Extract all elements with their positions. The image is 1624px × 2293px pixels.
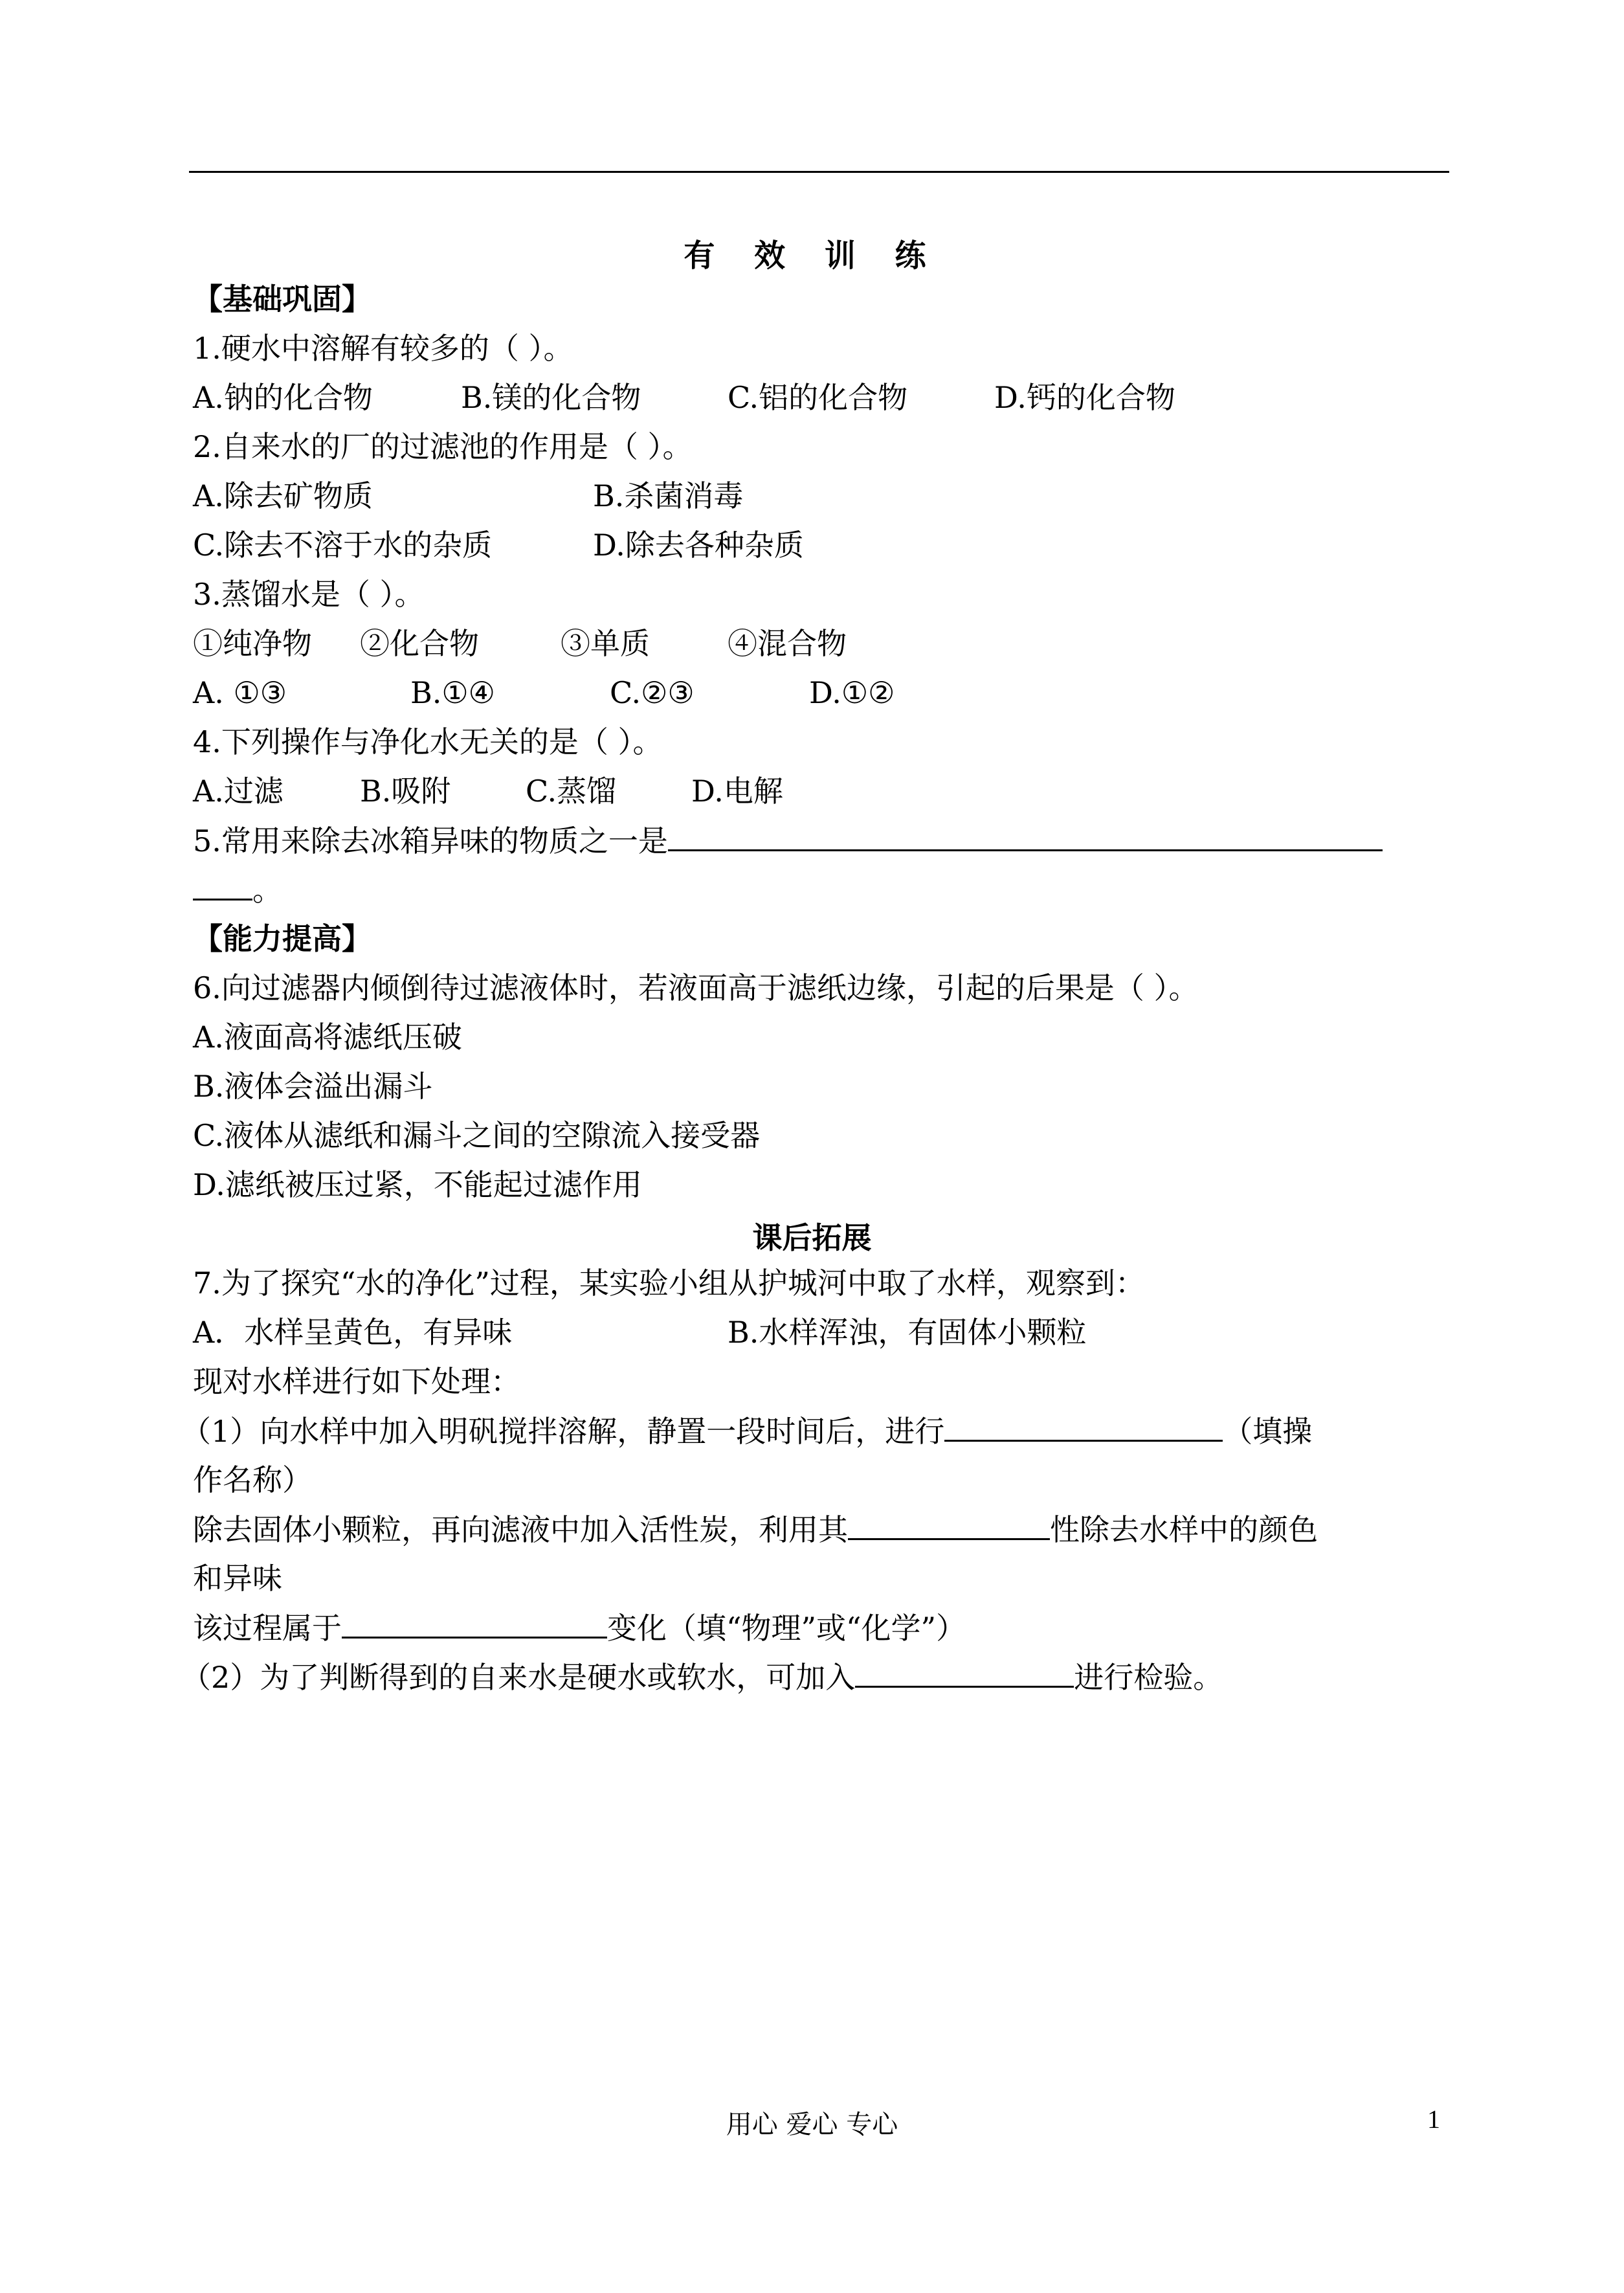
q7-part3-blank[interactable] (342, 1608, 607, 1639)
page-title: 有 效 训 练 (684, 238, 940, 274)
q4-stem: 4.下列操作与净化水无关的是（ ）。 (193, 724, 663, 759)
q7-part2-blank[interactable] (848, 1510, 1050, 1540)
q1-option-b: B.镁的化合物 (461, 380, 641, 415)
q2-option-b: B.杀菌消毒 (593, 478, 744, 513)
q3-item-3: ③单质 (561, 626, 650, 661)
q4-option-b: B.吸附 (360, 774, 451, 809)
q4-option-a: A.过滤 (193, 774, 284, 809)
q5-answer-blank[interactable] (668, 821, 1383, 851)
q2-option-c: C.除去不溶于水的杂质 (193, 528, 493, 563)
q4-option-d: D.电解 (691, 774, 783, 809)
q7-intro: 现对水样进行如下处理： (193, 1364, 520, 1399)
q7-part3-line (193, 1608, 966, 1648)
q3-option-b: B.①④ (410, 675, 495, 710)
q5-stem: 5.常用来除去冰箱异味的物质之一是 (193, 823, 668, 858)
section-basic-heading: 【基础巩固】 (193, 282, 372, 317)
q3-item-2: ②化合物 (360, 626, 479, 661)
q5-tail: 。 (252, 873, 282, 908)
q7-part4-text: （2）为了判断得到的自来水是硬水或软水，可加入 (181, 1660, 856, 1695)
q7-part1-blank[interactable] (944, 1411, 1223, 1442)
q3-item-4: ④混合物 (728, 626, 847, 661)
q7-part4-hint: 进行检验。 (1074, 1660, 1223, 1695)
q1-stem: 1.硬水中溶解有较多的（ ）。 (193, 331, 573, 366)
q7-part3-text: 该过程属于 (193, 1611, 342, 1646)
q6-option-a: A.液面高将滤纸压破 (193, 1020, 462, 1055)
q2-option-a: A.除去矿物质 (193, 478, 373, 513)
q5-stem-line (193, 821, 1383, 860)
q1-option-d: D.钙的化合物 (994, 380, 1175, 415)
q3-option-a: A. ①③ (193, 675, 287, 710)
section-extension-heading: 课后拓展 (752, 1220, 872, 1255)
q3-option-d: D.①② (809, 675, 895, 710)
q7-part1-text: （1）向水样中加入明矾搅拌溶解，静置一段时间后，进行 (181, 1414, 945, 1449)
q2-option-d: D.除去各种杂质 (593, 528, 804, 563)
q7-part1-line (181, 1411, 1312, 1451)
q6-option-b: B.液体会溢出漏斗 (193, 1069, 433, 1104)
q2-stem: 2.自来水的厂的过滤池的作用是（ ）。 (193, 429, 693, 464)
q7-part3-hint: 变化（填“物理”或“化学”） (607, 1611, 966, 1646)
q3-option-c: C.②③ (610, 675, 695, 710)
q7-part2-cont: 和异味 (193, 1561, 282, 1596)
section-ability-heading: 【能力提高】 (193, 921, 372, 956)
q5-answer-blank-cont[interactable] (193, 870, 252, 900)
q1-option-a: A.钠的化合物 (193, 380, 373, 415)
header-rule (189, 171, 1449, 173)
page-number: 1 (1427, 2105, 1440, 2134)
q3-stem: 3.蒸馏水是（ ）。 (193, 577, 425, 612)
q3-item-1: ①纯净物 (193, 626, 312, 661)
footer-slogan: 用心 爱心 专心 (726, 2110, 898, 2140)
q4-option-c: C.蒸馏 (526, 774, 617, 809)
q7-part2-hint: 性除去水样中的颜色 (1050, 1512, 1318, 1547)
q6-option-c: C.液体从滤纸和漏斗之间的空隙流入接受器 (193, 1118, 761, 1153)
q7-part1-hint: （填操 (1223, 1414, 1313, 1449)
q5-cont-line (193, 870, 282, 910)
q7-observation-a: A．水样呈黄色，有异味 (193, 1315, 513, 1350)
q7-part2-text: 除去固体小颗粒，再向滤液中加入活性炭，利用其 (193, 1512, 848, 1547)
q7-part2-line (193, 1510, 1318, 1549)
q7-part1-cont: 作名称） (193, 1462, 312, 1497)
q7-part4-blank[interactable] (855, 1657, 1074, 1688)
q7-part4-line (181, 1657, 1223, 1697)
q6-stem: 6.向过滤器内倾倒待过滤液体时，若液面高于滤纸边缘，引起的后果是（ ）。 (193, 970, 1199, 1005)
q1-option-c: C.铝的化合物 (728, 380, 908, 415)
q7-observation-b: B.水样浑浊，有固体小颗粒 (728, 1315, 1087, 1350)
q6-option-d: D.滤纸被压过紧，不能起过滤作用 (193, 1167, 642, 1202)
q7-stem: 7.为了探究“水的净化”过程，某实验小组从护城河中取了水样，观察到： (193, 1266, 1145, 1301)
